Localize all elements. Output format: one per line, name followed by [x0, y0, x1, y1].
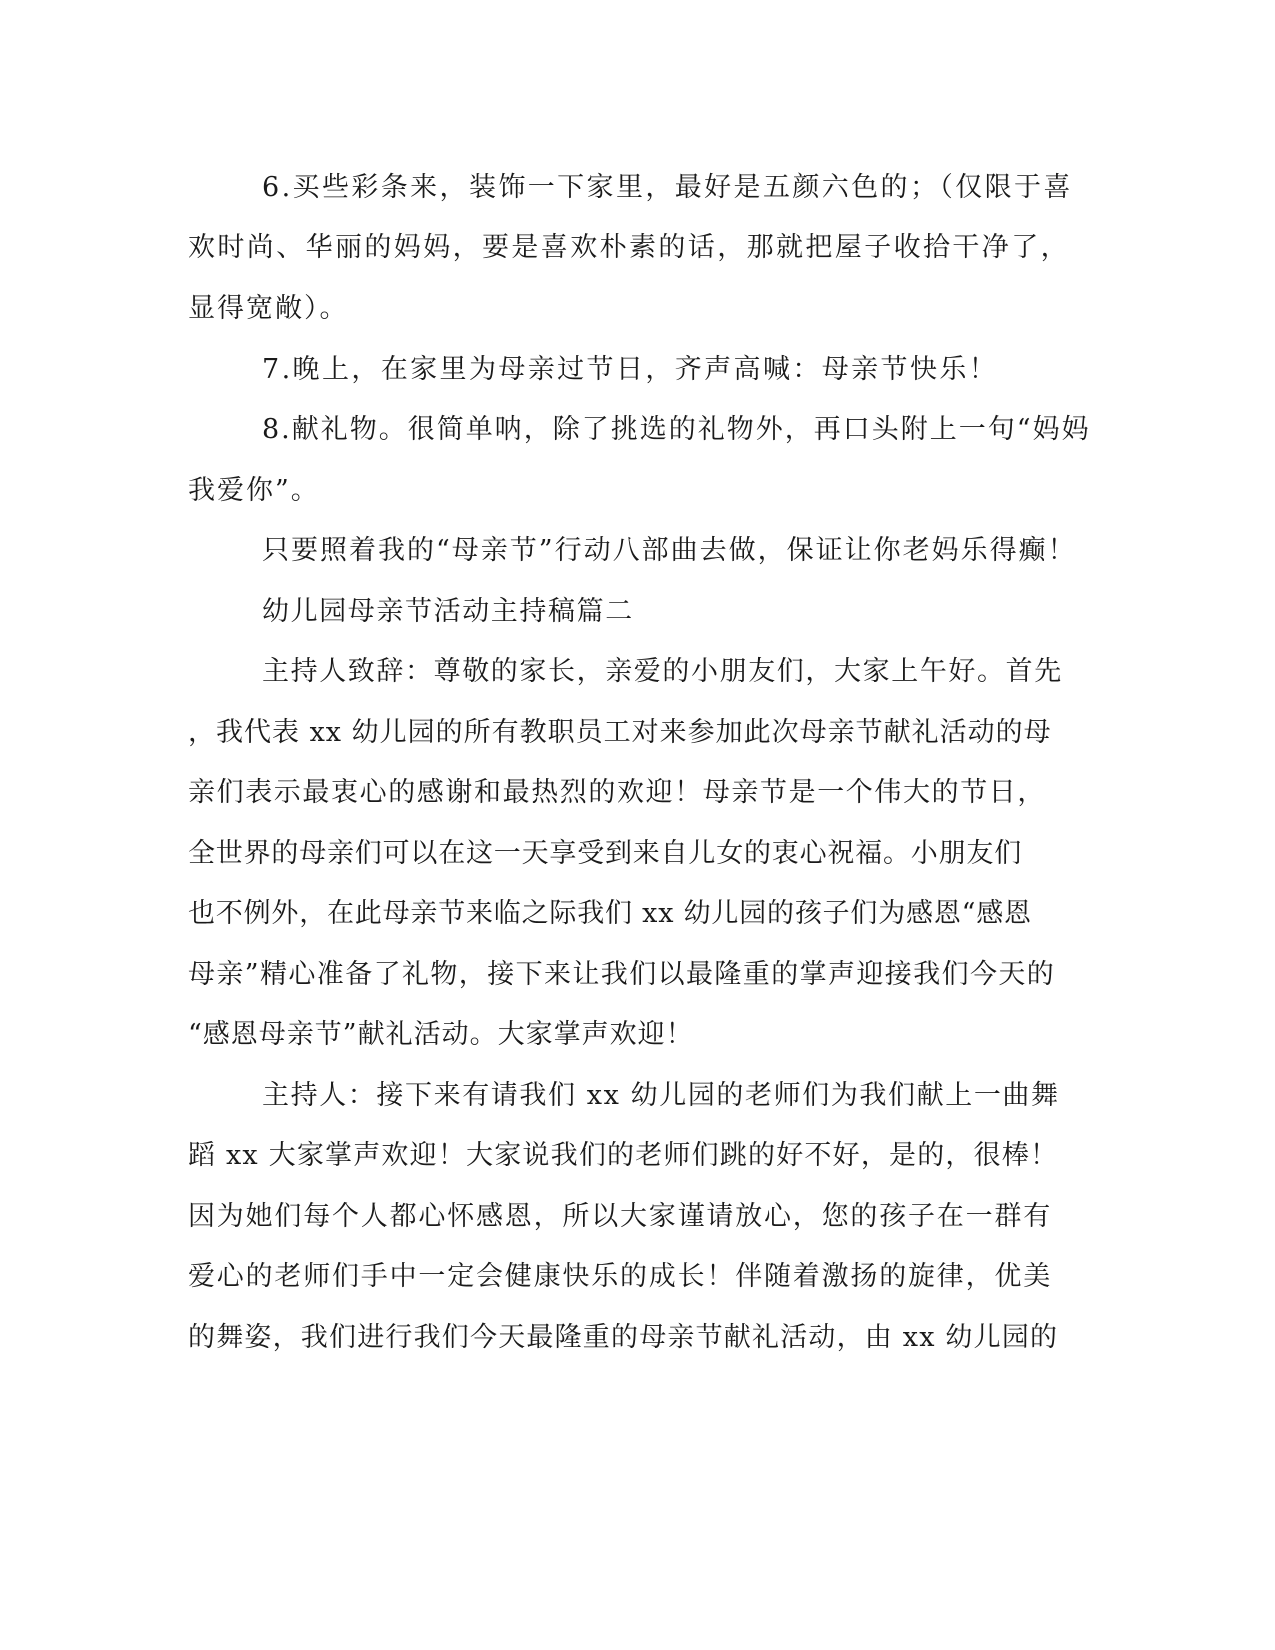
text-line: 7.晚上，在家里为母亲过节日，齐声高喊：母亲节快乐！: [262, 354, 999, 385]
text-line: 主持人：接下来有请我们 xx 幼儿园的老师们为我们献上一曲舞: [262, 1080, 1060, 1111]
text-line: “感恩母亲节”献礼活动。大家掌声欢迎！: [188, 1019, 694, 1050]
text-line: 6.买些彩条来，装饰一下家里，最好是五颜六色的；（仅限于喜: [262, 172, 1073, 203]
text-line: 我爱你”。: [188, 475, 320, 506]
text-line: 只要照着我的“母亲节”行动八部曲去做，保证让你老妈乐得癫！: [262, 535, 1077, 566]
text-line: 亲们表示最衷心的感谢和最热烈的欢迎！母亲节是一个伟大的节日，: [188, 777, 1046, 808]
text-line: 因为她们每个人都心怀感恩，所以大家谨请放心，您的孩子在一群有: [188, 1201, 1052, 1232]
text-line: 母亲”精心准备了礼物，接下来让我们以最隆重的掌声迎接我们今天的: [188, 959, 1056, 990]
text-line: ，我代表 xx 幼儿园的所有教职员工对来参加此次母亲节献礼活动的母: [188, 717, 1052, 748]
section-heading: 幼儿园母亲节活动主持稿篇二: [262, 596, 634, 627]
text-line: 蹈 xx 大家掌声欢迎！大家说我们的老师们跳的好不好，是的，很棒！: [188, 1140, 1059, 1171]
text-line: 欢时尚、华丽的妈妈，要是喜欢朴素的话，那就把屋子收拾干净了，: [188, 232, 1070, 263]
text-line: 的舞姿，我们进行我们今天最隆重的母亲节献礼活动，由 xx 幼儿园的: [188, 1322, 1059, 1353]
text-line: 主持人致辞：尊敬的家长，亲爱的小朋友们，大家上午好。首先: [262, 656, 1063, 687]
text-line: 显得宽敞）。: [188, 293, 349, 324]
text-line: 8.献礼物。很简单呐，除了挑选的礼物外，再口头附上一句“妈妈: [262, 414, 1091, 445]
text-line: 也不例外，在此母亲节来临之际我们 xx 幼儿园的孩子们为感恩“感恩: [188, 898, 1032, 929]
text-line: 全世界的母亲们可以在这一天享受到来自儿女的衷心祝福。小朋友们: [188, 838, 1022, 869]
text-line: 爱心的老师们手中一定会健康快乐的成长！伴随着激扬的旋律，优美: [188, 1261, 1052, 1292]
